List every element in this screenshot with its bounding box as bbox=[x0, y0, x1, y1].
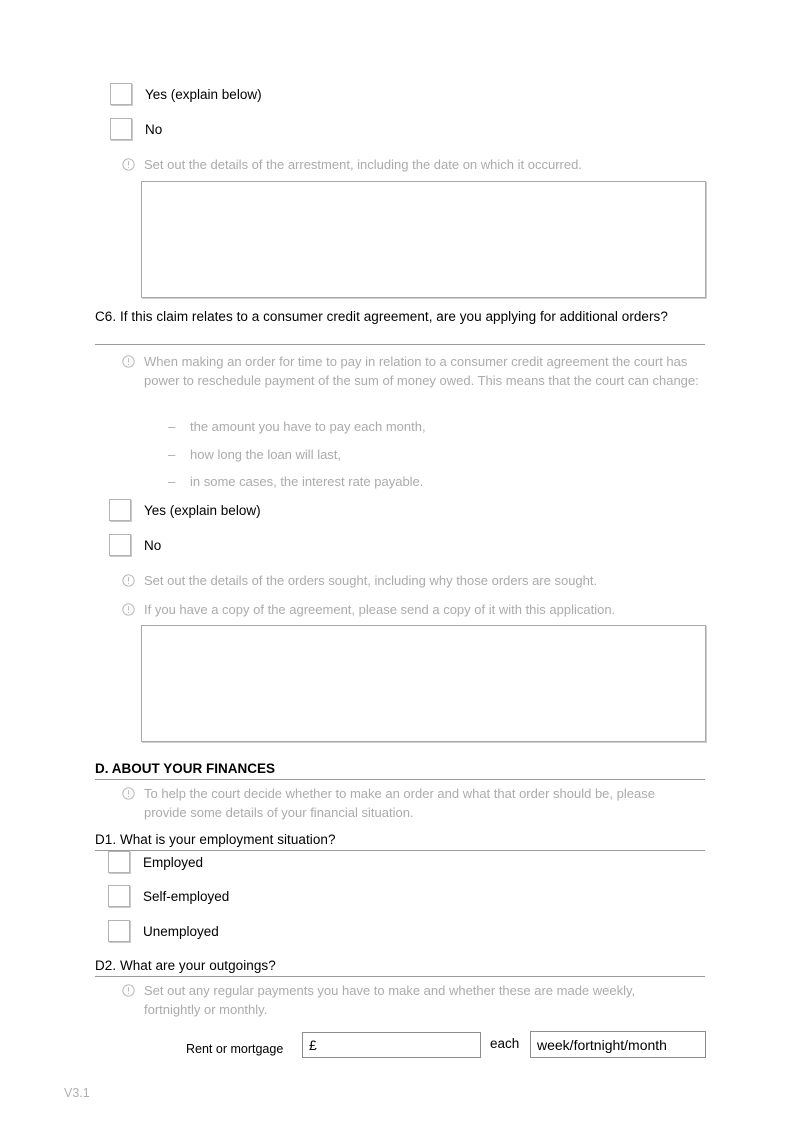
c6-hint-intro bbox=[122, 352, 704, 390]
c6-bullet-2-label: in some cases, the interest rate payable. bbox=[190, 474, 424, 489]
d2-row-rent-connector: each bbox=[490, 1036, 520, 1051]
c6-bullet-1 bbox=[168, 445, 341, 464]
section-d-heading: D. ABOUT YOUR FINANCES bbox=[95, 761, 276, 776]
info-circle-icon bbox=[122, 574, 135, 587]
info-circle-icon bbox=[122, 355, 135, 368]
c6-question: C6. If this claim relates to a consumer credit agreement, are you applying for additional orders? bbox=[95, 309, 668, 324]
d2-row-rent-label: Rent or mortgage bbox=[186, 1042, 284, 1056]
c6-bullet-0-label: the amount you have to pay each month, bbox=[190, 419, 426, 434]
c6-bullet-2 bbox=[168, 472, 423, 491]
c5-hint-arrestment-details bbox=[122, 155, 702, 174]
c6-bullet-2-dash: – bbox=[168, 474, 176, 489]
c6-bullet-0 bbox=[168, 417, 426, 436]
info-circle-icon bbox=[122, 787, 135, 800]
c6-bullet-0-dash: – bbox=[168, 419, 176, 434]
c6-option-yes[interactable] bbox=[109, 499, 261, 521]
d1-option-unemployed-checkbox[interactable] bbox=[108, 920, 130, 942]
c6-hint-orders-details-text: Set out the details of the orders sought, including why those orders are sought. bbox=[144, 573, 598, 588]
info-circle-icon bbox=[122, 984, 135, 997]
d1-option-unemployed-label: Unemployed bbox=[143, 923, 219, 939]
c6-bullet-1-dash: – bbox=[168, 447, 176, 462]
d1-question: D1. What is your employment situation? bbox=[95, 832, 336, 847]
c6-hint-send-copy-text: If you have a copy of the agreement, please send a copy of it with this application. bbox=[144, 602, 616, 617]
c6-option-yes-checkbox[interactable] bbox=[109, 499, 131, 521]
c5-option-no-checkbox[interactable] bbox=[110, 118, 132, 140]
c5-option-no-label: No bbox=[145, 121, 163, 137]
footer-version: V3.1 bbox=[64, 1086, 90, 1100]
c5-option-yes-checkbox[interactable] bbox=[110, 83, 132, 105]
d1-option-self-employed-checkbox[interactable] bbox=[108, 885, 130, 907]
d1-option-employed[interactable] bbox=[108, 851, 203, 873]
c5-option-yes-label: Yes (explain below) bbox=[145, 86, 262, 102]
c5-option-yes[interactable] bbox=[110, 83, 262, 105]
c6-hint-send-copy bbox=[122, 600, 704, 619]
c6-hint-orders-details bbox=[122, 571, 704, 590]
c6-hint-intro-text: When making an order for time to pay in relation to a consumer credit agreement the court has power to reschedule payment of the sum of money owed. This means that the court can change: bbox=[144, 354, 699, 388]
section-d-hint bbox=[122, 784, 692, 822]
c6-details-textarea[interactable] bbox=[141, 625, 706, 742]
d2-hint-text: Set out any regular payments you have to make and whether these are made weekly, fortnightly or monthly. bbox=[144, 983, 636, 1017]
d2-question-divider bbox=[95, 976, 705, 977]
d1-option-unemployed[interactable] bbox=[108, 920, 219, 942]
c6-question-divider bbox=[95, 344, 705, 345]
d2-question: D2. What are your outgoings? bbox=[95, 958, 276, 973]
c6-option-no-label: No bbox=[144, 537, 162, 553]
info-circle-icon bbox=[122, 158, 135, 171]
d1-option-self-employed[interactable] bbox=[108, 885, 229, 907]
d1-option-employed-label: Employed bbox=[143, 854, 204, 870]
c5-hint-text: Set out the details of the arrestment, including the date on which it occurred. bbox=[144, 157, 582, 172]
d2-hint bbox=[122, 981, 667, 1019]
c6-option-no-checkbox[interactable] bbox=[109, 534, 131, 556]
c6-bullet-1-label: how long the loan will last, bbox=[190, 447, 342, 462]
d1-option-employed-checkbox[interactable] bbox=[108, 851, 130, 873]
info-circle-icon bbox=[122, 603, 135, 616]
c5-option-no[interactable] bbox=[110, 118, 162, 140]
section-d-divider bbox=[95, 779, 705, 780]
c6-option-yes-label: Yes (explain below) bbox=[144, 502, 261, 518]
c5-details-textarea[interactable] bbox=[141, 181, 706, 298]
d1-option-self-employed-label: Self-employed bbox=[143, 888, 230, 904]
c6-option-no[interactable] bbox=[109, 534, 161, 556]
section-d-hint-text: To help the court decide whether to make an order and what that order should be, please provide some details of your financial situation. bbox=[144, 786, 655, 820]
d2-row-rent-amount-input[interactable]: £ bbox=[302, 1032, 481, 1058]
d2-row-rent-frequency-input[interactable]: week/fortnight/month bbox=[530, 1031, 706, 1058]
